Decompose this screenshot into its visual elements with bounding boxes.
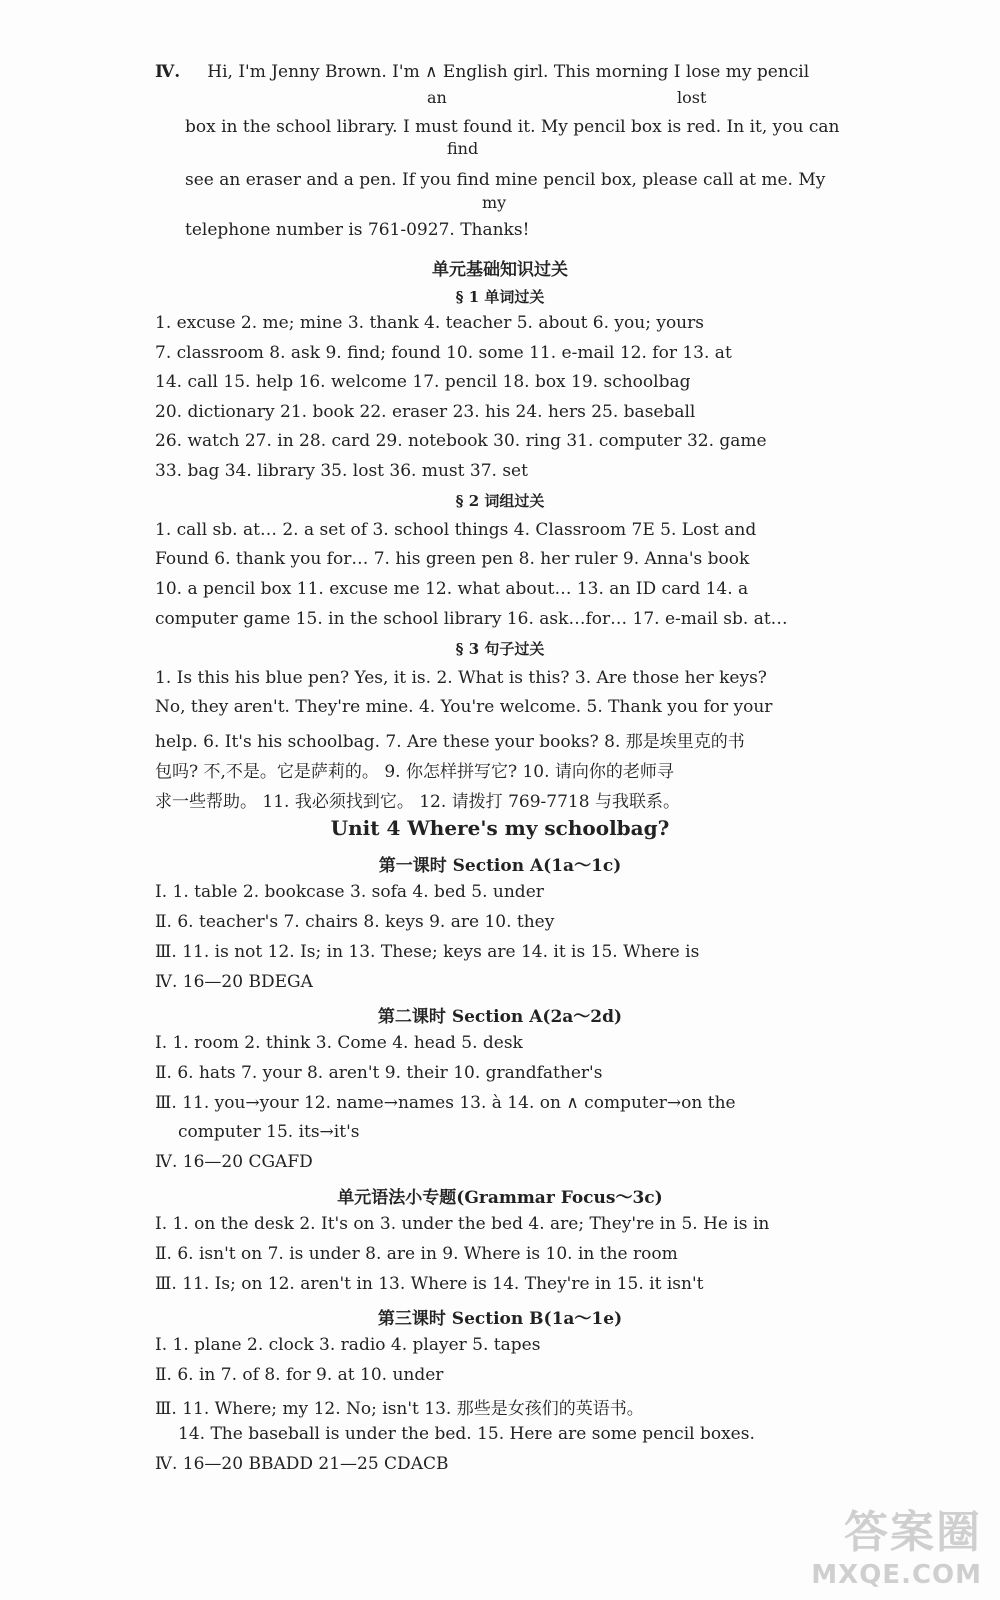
error-correction-line-2: box in the school library. I must found it. My pencil box is red. In it, you can [185, 117, 840, 137]
word-line-4: 20. dictionary 21. book 22. eraser 23. his 24. hers 25. baseball [155, 402, 696, 422]
correction-an: an [427, 88, 447, 107]
error-correction-line-3: see an eraser and a pen. If you find mine pencil box, please call at me. My [185, 170, 826, 190]
watermark-url: MXQE.COM [811, 1560, 982, 1590]
lesson2-line-3-cont: computer 15. its→it's [178, 1122, 360, 1142]
lesson3-title: 第三课时 Section B(1a～1e) [377, 1309, 623, 1329]
phrase-line-3: 10. a pencil box 11. excuse me 12. what about… 13. an ID card 14. a [155, 579, 749, 599]
phrase-line-1: 1. call sb. at… 2. a set of 3. school things 4. Classroom 7E 5. Lost and [155, 520, 757, 540]
word-line-1: 1. excuse 2. me; mine 3. thank 4. teacher 5. about 6. you; yours [155, 313, 704, 333]
grammar-title: 单元语法小专题(Grammar Focus～3c) [337, 1188, 663, 1208]
sentence-line-2: No, they aren't. They're mine. 4. You're welcome. 5. Thank you for your [155, 697, 773, 717]
lesson3-line-3: Ⅲ. 11. Where; my 12. No; isn't 13. 那些是女孩们的英语书。 [155, 1399, 644, 1419]
lesson2-title: 第二课时 Section A(2a～2d) [377, 1007, 623, 1027]
word-line-6: 33. bag 34. library 35. lost 36. must 37. set [155, 461, 528, 481]
error-correction-line-4: telephone number is 761-0927. Thanks! [185, 220, 530, 240]
phrase-line-4: computer game 15. in the school library 16. ask…for… 17. e-mail sb. at… [155, 609, 788, 629]
lesson2-line-3: Ⅲ. 11. you→your 12. name→names 13. à 14. on ∧ computer→on the [155, 1093, 736, 1113]
watermark-logo [811, 1496, 982, 1590]
lesson2-line-2: Ⅱ. 6. hats 7. your 8. aren't 9. their 10. grandfather's [155, 1063, 603, 1083]
sentence-line-1: 1. Is this his blue pen? Yes, it is. 2. What is this? 3. Are those her keys? [155, 668, 767, 688]
lesson3-line-1: Ⅰ. 1. plane 2. clock 3. radio 4. player 5. tapes [155, 1335, 541, 1355]
phrase-line-2: Found 6. thank you for… 7. his green pen 8. her ruler 9. Anna's book [155, 549, 750, 569]
word-line-3: 14. call 15. help 16. welcome 17. pencil 18. box 19. schoolbag [155, 372, 691, 392]
lesson2-line-1: Ⅰ. 1. room 2. think 3. Come 4. head 5. desk [155, 1033, 523, 1053]
sentence-line-4: 包吗? 不,不是。它是萨莉的。 9. 你怎样拼写它? 10. 请向你的老师寻 [155, 762, 674, 782]
correction-find: find [447, 139, 479, 158]
lesson1-title: 第一课时 Section A(1a～1c) [378, 856, 622, 876]
lesson3-line-4: Ⅳ. 16—20 BBADD 21—25 CDACB [155, 1454, 449, 1474]
lesson2-line-4: Ⅳ. 16—20 CGAFD [155, 1152, 313, 1172]
lesson1-line-3: Ⅲ. 11. is not 12. Is; in 13. These; keys are 14. it is 15. Where is [155, 942, 700, 962]
sentence-line-5: 求一些帮助。 11. 我必须找到它。 12. 请拨打 769-7718 与我联系。 [155, 792, 680, 812]
phrase-review-title: § 2 词组过关 [455, 492, 545, 510]
lesson1-line-2: Ⅱ. 6. teacher's 7. chairs 8. keys 9. are 10. they [155, 912, 555, 932]
lesson3-line-3-cont: 14. The baseball is under the bed. 15. Here are some pencil boxes. [178, 1424, 755, 1444]
watermark-text: 答案圈 [844, 1507, 982, 1558]
word-review-title: § 1 单词过关 [455, 288, 545, 306]
word-line-5: 26. watch 27. in 28. card 29. notebook 30. ring 31. computer 32. game [155, 431, 767, 451]
grammar-line-1: Ⅰ. 1. on the desk 2. It's on 3. under the bed 4. are; They're in 5. He is in [155, 1214, 770, 1234]
sentence-review-title: § 3 句子过关 [455, 640, 545, 658]
error-correction-line-1: Ⅳ. Hi, I'm Jenny Brown. I'm ∧ English girl. This morning I lose my pencil [155, 62, 810, 82]
grammar-line-2: Ⅱ. 6. isn't on 7. is under 8. are in 9. Where is 10. in the room [155, 1244, 678, 1264]
lesson1-line-1: Ⅰ. 1. table 2. bookcase 3. sofa 4. bed 5. under [155, 882, 544, 902]
unit4-title: Unit 4 Where's my schoolbag? [330, 816, 670, 840]
lesson3-line-2: Ⅱ. 6. in 7. of 8. for 9. at 10. under [155, 1365, 444, 1385]
correction-lost: lost [677, 88, 707, 107]
lesson1-line-4: Ⅳ. 16—20 BDEGA [155, 972, 313, 992]
grammar-line-3: Ⅲ. 11. Is; on 12. aren't in 13. Where is 14. They're in 15. it isn't [155, 1274, 704, 1294]
unit-review-title: 单元基础知识过关 [432, 260, 568, 280]
correction-my: my [482, 193, 507, 212]
sentence-line-3: help. 6. It's his schoolbag. 7. Are these your books? 8. 那是埃里克的书 [155, 732, 745, 752]
word-line-2: 7. classroom 8. ask 9. find; found 10. some 11. e-mail 12. for 13. at [155, 343, 732, 363]
